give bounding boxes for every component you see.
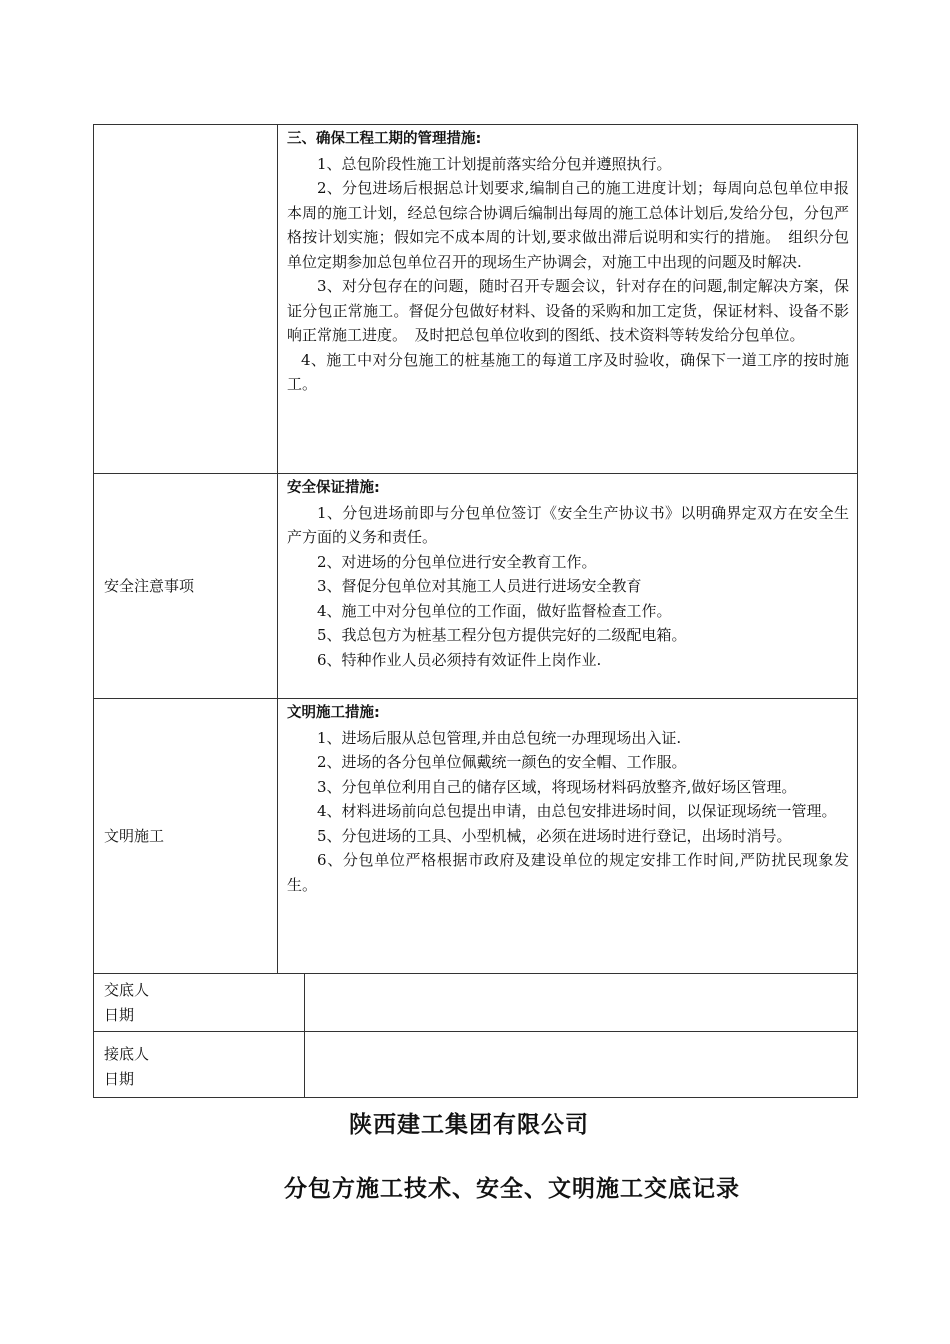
civilized-item-3: 3、分包单位利用自己的储存区域，将现场材料码放整齐,做好场区管理。 [317,777,797,796]
civilized-content [278,699,858,974]
safety-label: 安全注意事项 [94,474,278,699]
safety-item-1: 1、分包进场前即与分包单位签订《安全生产协议书》以明确界定双方在安全生产方面的义务和责任。 [287,503,850,546]
company-name: 陕西建工集团有限公司 [349,1112,589,1138]
schedule-heading: 三、确保工程工期的管理措施: [287,131,482,147]
civilized-item-4: 4、材料进场前向总包提出申请，由总包安排进场时间，以保证现场统一管理。 [317,802,837,820]
civilized-item-5: 5、分包进场的工具、小型机械，必须在进场时进行登记，出场时消号。 [317,826,792,845]
schedule-row [94,125,858,474]
schedule-label [94,125,278,474]
receiver-label-cell [94,1032,305,1098]
civilized-item-6: 6、分包单位严格根据市政府及建设单位的规定安排工作时间,严防扰民现象发生。 [287,851,850,894]
safety-row [94,474,858,699]
schedule-item-4: 4、施工中对分包施工的桩基施工的每道工序及时验收，确保下一道工序的按时施工。 [287,350,850,393]
civilized-label: 文明施工 [94,699,278,974]
safety-item-4: 4、施工中对分包单位的工作面，做好监督检查工作。 [317,601,672,620]
handover-row [94,974,858,1032]
civilized-item-1: 1、进场后服从总包管理,并由总包统一办理现场出入证. [317,728,682,747]
safety-item-3: 3、督促分包单位对其施工人员进行进场安全教育 [317,577,642,595]
civilized-item-2: 2、进场的各分包单位佩戴统一颜色的安全帽、工作服。 [317,753,687,771]
safety-item-5: 5、我总包方为桩基工程分包方提供完好的二级配电箱。 [317,626,687,644]
receiver-person-label: 接底人 [104,1045,150,1063]
receiver-value-cell[interactable] [305,1032,858,1098]
handover-label-cell [94,974,305,1032]
schedule-item-1: 1、总包阶段性施工计划提前落实给分包并遵照执行。 [317,154,672,173]
safety-content [278,474,858,699]
handover-table [93,124,858,1098]
receiver-row [94,1032,858,1098]
civilized-row [94,699,858,974]
schedule-item-2: 2、分包进场后根据总计划要求,编制自己的施工进度计划；每周向总包单位申报本周的施工计划，经总包综合协调后编制出每周的施工总体计划后,发给分包，分包严格按计划实施；假如完不成本周的计划,要求做出滞后说明和实行的措施。 组织分包单位定期参加总包单位召开的现场生产协调会，对施工中出现的问题及时解决. [287,179,850,271]
schedule-content [278,125,858,474]
safety-heading: 安全保证措施: [287,480,380,496]
handover-date-label: 日期 [104,1005,135,1024]
civilized-heading: 文明施工措施: [287,705,380,721]
receiver-date-label: 日期 [104,1069,135,1088]
handover-value-cell[interactable] [305,974,858,1032]
safety-item-2: 2、对进场的分包单位进行安全教育工作。 [317,552,597,571]
record-title: 分包方施工技术、安全、文明施工交底记录 [284,1176,740,1202]
schedule-item-3: 3、对分包存在的问题，随时召开专题会议，针对存在的问题,制定解决方案，保证分包正常施工。督促分包做好材料、设备的采购和加工定货，保证材料、设备不影响正常施工进度。 及时把总包单位收到的图纸、技术资料等转发给分包单位。 [287,277,850,344]
safety-item-6: 6、特种作业人员必须持有效证件上岗作业. [317,650,602,669]
handover-person-label: 交底人 [104,981,150,999]
